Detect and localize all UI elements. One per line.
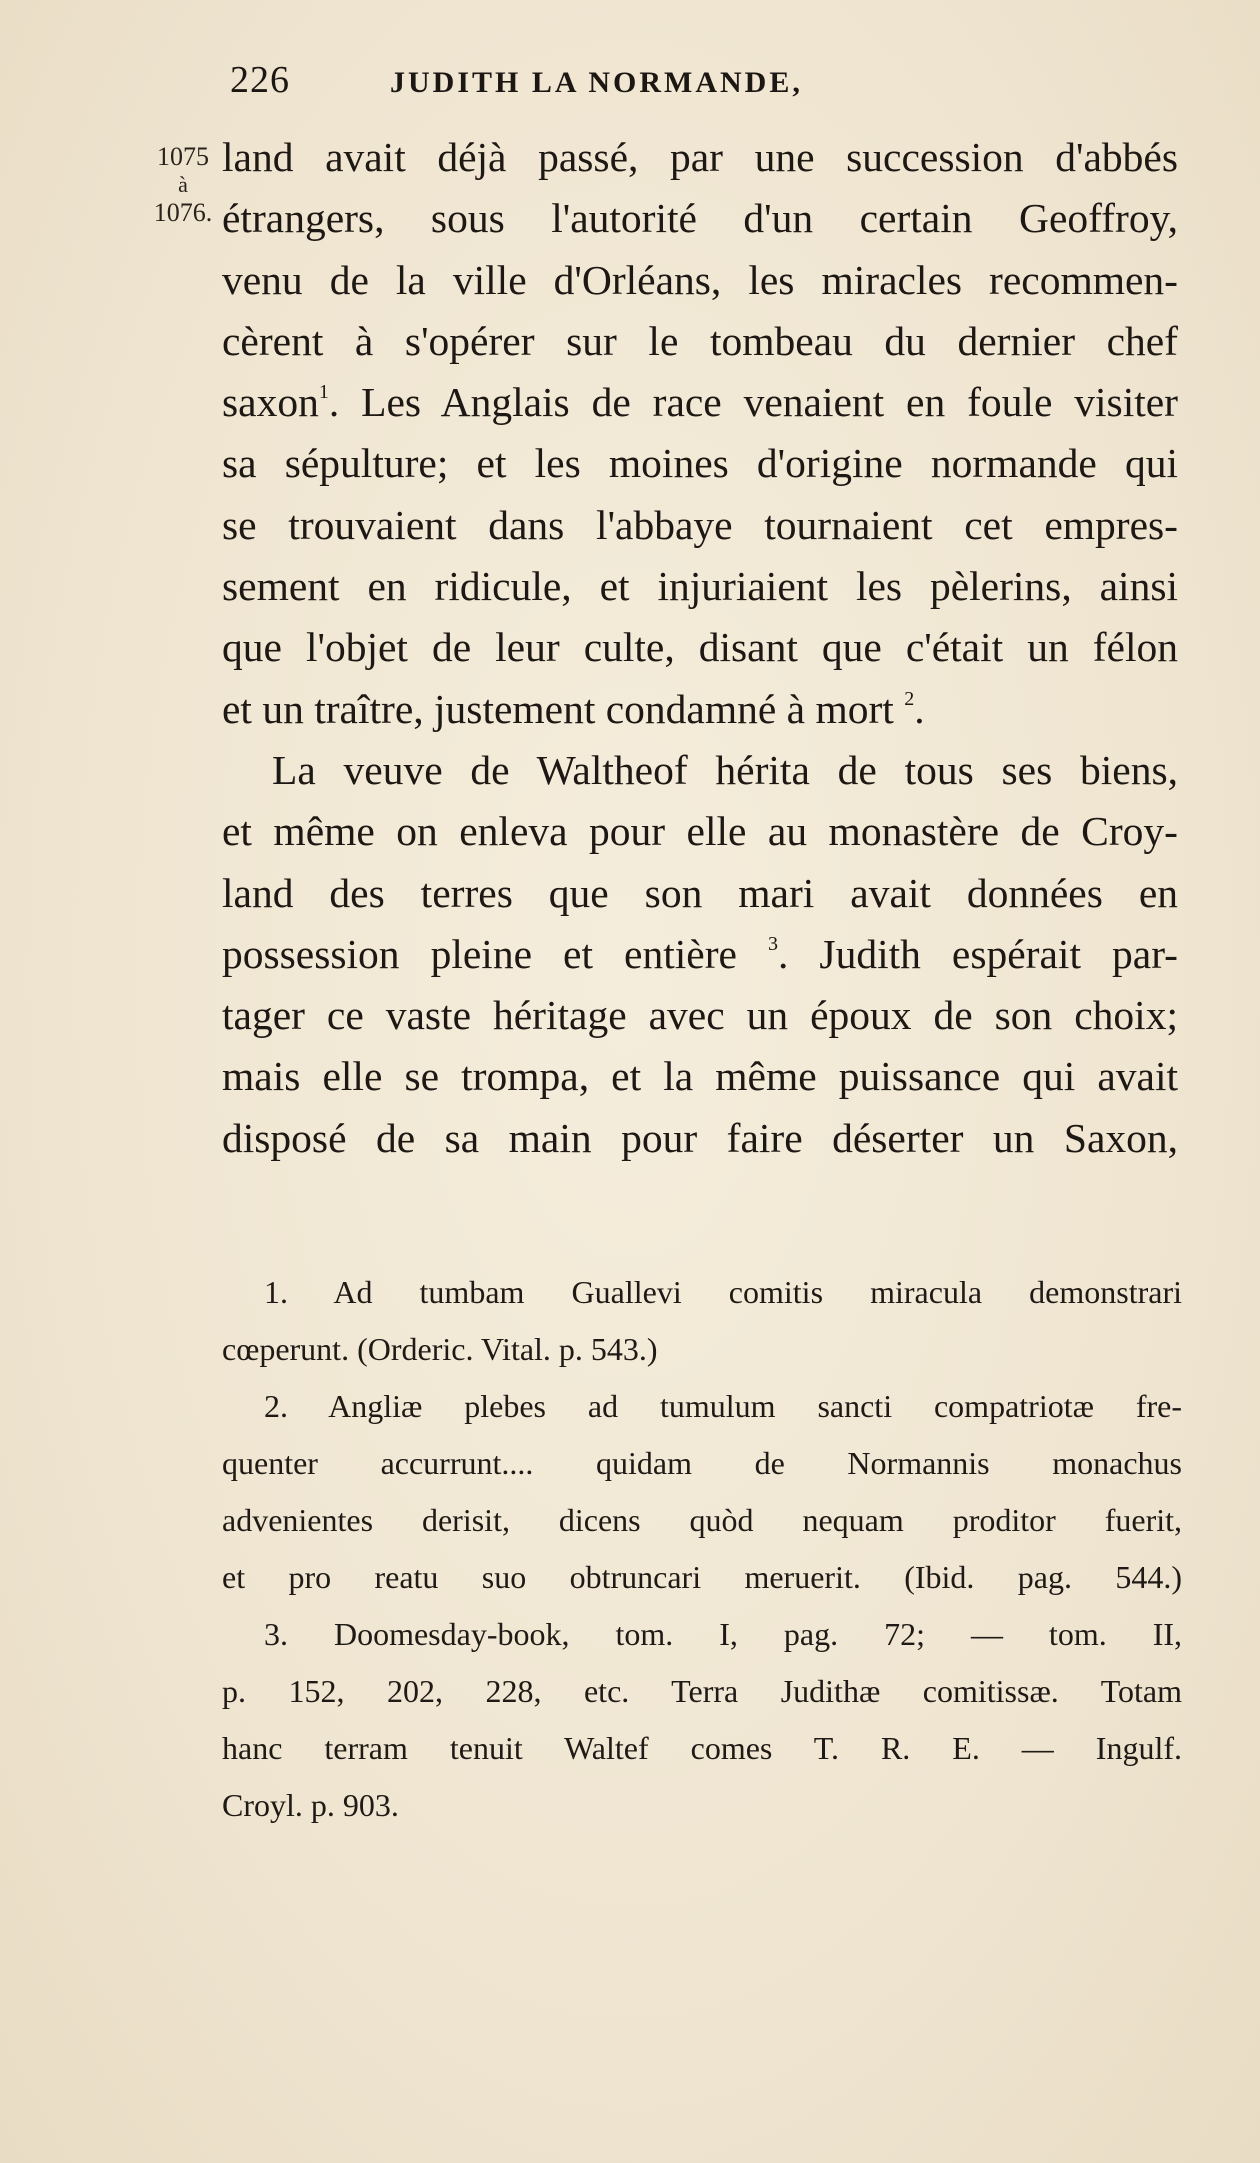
footnotes	[222, 1264, 1182, 1834]
margin-connector: à	[178, 172, 188, 197]
text-line: land des terres que son mari avait données en	[222, 869, 1178, 916]
text-fragment: saxon	[222, 379, 319, 426]
margin-year-from: 1075	[157, 142, 209, 171]
running-head	[230, 58, 950, 108]
text-line: se trouvaient dans l'abbaye tournaient cet empres-	[222, 501, 1178, 548]
text-fragment: possession pleine et entière	[222, 930, 737, 977]
text-line: tager ce vaste héritage avec un époux de son choix;	[222, 992, 1178, 1039]
text-line	[222, 679, 1178, 740]
text-fragment: . Judith espérait par-	[778, 930, 1179, 977]
margin-year-to: 1076.	[153, 198, 213, 227]
text-line	[222, 924, 1178, 985]
text-line: land avait déjà passé, par une succession d'abbés	[222, 134, 1178, 180]
text-fragment: .	[914, 685, 925, 732]
footnote-line: 1. Ad tumbam Guallevi comitis miracula demonstrari	[264, 1274, 1182, 1310]
footnote-line: quenter accurrunt.... quidam de Normannis monachus	[222, 1445, 1182, 1481]
footnote-line: 3. Doomesday-book, tom. I, pag. 72; — tom. II,	[264, 1616, 1182, 1652]
footnote-line: cœperunt. (Orderic. Vital. p. 543.)	[222, 1331, 658, 1367]
note-mark-1: 1	[318, 381, 329, 404]
text-fragment: et un traître, justement condamné à mort	[222, 685, 894, 732]
text-fragment: . Les Anglais de race venaient en foule visiter	[328, 379, 1178, 426]
running-title: JUDITH LA NORMANDE,	[390, 66, 803, 99]
text-line: mais elle se trompa, et la même puissance qui avait	[222, 1053, 1178, 1100]
text-line: étrangers, sous l'autorité d'un certain Geoffroy,	[222, 195, 1178, 242]
text-line: sa sépulture; et les moines d'origine normande qui	[222, 440, 1178, 487]
note-mark-2: 2	[904, 687, 915, 710]
text-line: disposé de sa main pour faire déserter un Saxon,	[222, 1114, 1178, 1161]
text-line: sement en ridicule, et injuriaient les pèlerins, ainsi	[222, 563, 1178, 610]
page-number: 226	[230, 59, 290, 101]
margin-date-note	[148, 140, 218, 230]
main-text	[222, 127, 1178, 1169]
text-line: et même on enleva pour elle au monastère de Croy-	[222, 808, 1178, 855]
text-line: La veuve de Waltheof hérita de tous ses biens,	[272, 746, 1178, 793]
text-line	[222, 372, 1178, 433]
footnote-line: advenientes derisit, dicens quòd nequam proditor fuerit,	[222, 1502, 1182, 1538]
footnote-line: hanc terram tenuit Waltef comes T. R. E. — Ingulf.	[222, 1730, 1182, 1766]
footnote-line: 2. Angliæ plebes ad tumulum sancti compatriotæ fre-	[264, 1388, 1182, 1424]
text-line: cèrent à s'opérer sur le tombeau du dernier chef	[222, 317, 1178, 364]
footnote-line: p. 152, 202, 228, etc. Terra Judithæ comitissæ. Totam	[222, 1673, 1182, 1709]
footnote-line: Croyl. p. 903.	[222, 1787, 399, 1823]
note-mark-3: 3	[768, 932, 778, 955]
footnote-line: et pro reatu suo obtruncari meruerit. (Ibid. pag. 544.)	[222, 1559, 1182, 1595]
text-line: que l'objet de leur culte, disant que c'était un félon	[222, 624, 1178, 671]
text-line: venu de la ville d'Orléans, les miracles recommen-	[222, 256, 1178, 303]
